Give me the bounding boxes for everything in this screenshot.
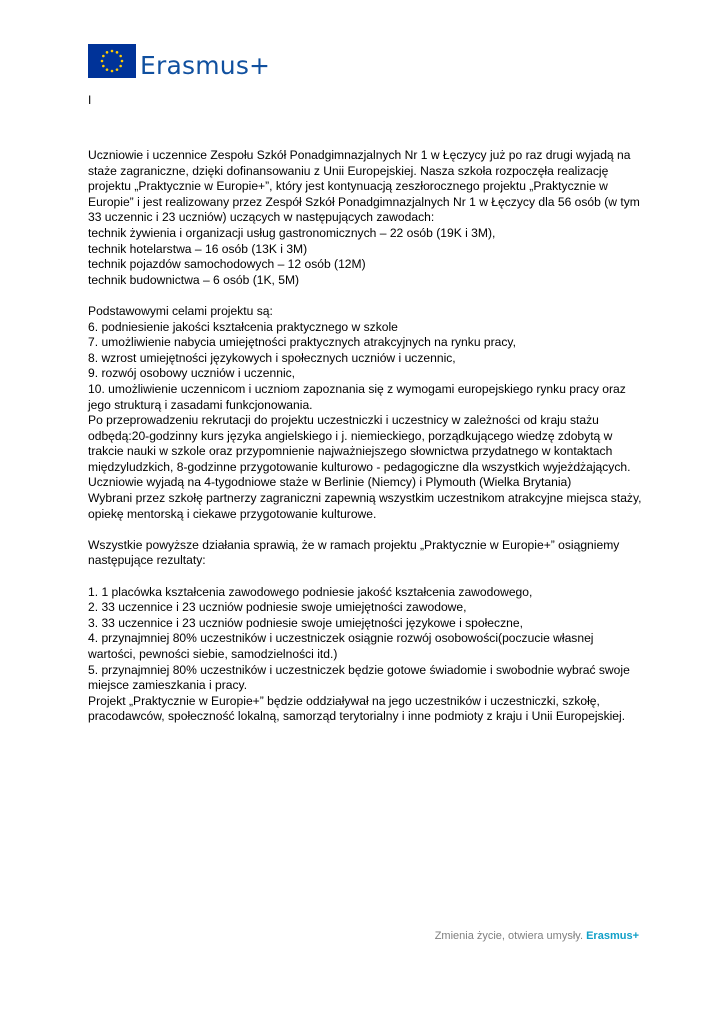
goal-item: 10. umożliwienie uczennicom i uczniom zapoznania się z wymogami europejskiego rynku pracy oraz jego strukturą i zasadami funkcjonowania.	[88, 381, 626, 412]
goal-item: 9. rozwój osobowy uczniów i uczennic,	[88, 366, 296, 381]
flag-star	[111, 70, 114, 73]
flag-star	[119, 65, 122, 68]
flag-star	[119, 55, 122, 58]
result-item: 3. 33 uczennice i 23 uczniów podniesie swoje umiejętności językowe i społeczne,	[88, 615, 523, 630]
profession-line: technik hotelarstwa – 16 osób (13K i 3M)	[88, 241, 308, 256]
result-item: 1. 1 placówka kształcenia zawodowego podniesie jakość kształcenia zawodowego,	[88, 584, 533, 599]
result-item: 5. przynajmniej 80% uczestników i uczestniczek będzie gotowe świadomie i swobodnie wybrać swoje miejsce zamieszkania i pracy.	[88, 662, 630, 693]
goal-item: 6. podniesienie jakości kształcenia praktycznego w szkole	[88, 319, 398, 334]
goal-item: 8. wzrost umiejętności językowych i społecznych uczniów i uczennic,	[88, 350, 456, 365]
profession-line: technik budownictwa – 6 osób (1K, 5M)	[88, 272, 300, 287]
flag-star	[106, 51, 109, 54]
flag-star	[106, 68, 109, 71]
spacer	[88, 522, 644, 538]
spacer	[88, 288, 644, 304]
profession-line: technik pojazdów samochodowych – 12 osób (12M)	[88, 257, 366, 272]
footer-slogan-text: Zmienia życie, otwiera umysły.	[434, 930, 584, 942]
erasmus-logo	[88, 44, 270, 78]
footer-slogan	[435, 930, 639, 942]
goal-item: 7. umożliwienie nabycia umiejętności praktycznych atrakcyjnych na rynku pracy,	[88, 335, 516, 350]
partners-paragraph: Wybrani przez szkołę partnerzy zagraniczni zapewnią wszystkim uczestnikom atrakcyjne miejsca staży, opiekę mentorską i ciekawe przygotowanie kulturowe.	[88, 491, 642, 521]
eu-flag-icon	[88, 44, 136, 78]
footer-brand: Erasmus+	[586, 930, 639, 942]
document-body	[88, 148, 644, 725]
stray-character: I	[88, 93, 92, 107]
logo-text: Erasmus+	[140, 50, 271, 80]
impact-paragraph: Projekt „Praktycznie w Europie+” będzie oddziaływał na jego uczestników i uczestniczki, szkołę, pracodawców, społeczność lokalną, samorząd terytorialny i inne podmioty z kraju i Unii Europejskiej.	[88, 693, 626, 724]
results-intro: Wszystkie powyższe działania sprawią, że w ramach projektu „Praktycznie w Europie+” osiągniemy następujące rezultaty:	[88, 537, 620, 568]
flag-star	[111, 50, 114, 53]
flag-star	[121, 60, 124, 63]
result-item: 4. przynajmniej 80% uczestników i uczestniczek osiągnie rozwój osobowości(poczucie własnej wartości, pewności siebie, samodzielności itd.)	[88, 631, 594, 661]
goals-heading: Podstawowymi celami projektu są:	[88, 303, 273, 318]
training-paragraph: Po przeprowadzeniu rekrutacji do projektu uczestniczki i uczestnicy w zależności od kraju stażu odbędą:20-godzinny kurs języka angielskiego i j. niemieckiego, porządkującego wiedzę zdobytą w trakcie nauki w szkole oraz przypomnienie najważniejszego słownictwa przydatnego w kontaktach międzyludzkich, 8-godzinne przygotowanie kulturowo - pedagogiczne dla wszystkich wyjeżdżających.	[88, 413, 631, 474]
flag-star	[116, 68, 119, 71]
intro-paragraph: Uczniowie i uczennice Zespołu Szkół Ponadgimnazjalnych Nr 1 w Łęczycy już po raz drugi wyjadą na staże zagraniczne, dzięki dofinansowaniu z Unii Europejskiej. Nasza szkoła rozpoczęła realizację projektu „Praktycznie w Europie+”, który jest kontynuacją zeszłorocznego projektu „Praktycznie w Europie” i jest realizowany przez Zespół Szkół Ponadgimnazjalnych Nr 1 w Łęczycy dla 56 osób (w tym 33 uczennic i 23 uczniów) uczących w następujących zawodach:	[88, 148, 640, 225]
internship-paragraph: Uczniowie wyjadą na 4-tygodniowe staże w Berlinie (Niemcy) i Plymouth (Wielka Brytania)	[88, 475, 572, 490]
flag-star	[102, 55, 105, 58]
spacer	[88, 569, 644, 585]
profession-line: technik żywienia i organizacji usług gastronomicznych – 22 osób (19K i 3M),	[88, 225, 496, 240]
result-item: 2. 33 uczennice i 23 uczniów podniesie swoje umiejętności zawodowe,	[88, 600, 467, 615]
flag-star	[116, 51, 119, 54]
flag-star	[101, 60, 104, 63]
flag-star	[102, 65, 105, 68]
